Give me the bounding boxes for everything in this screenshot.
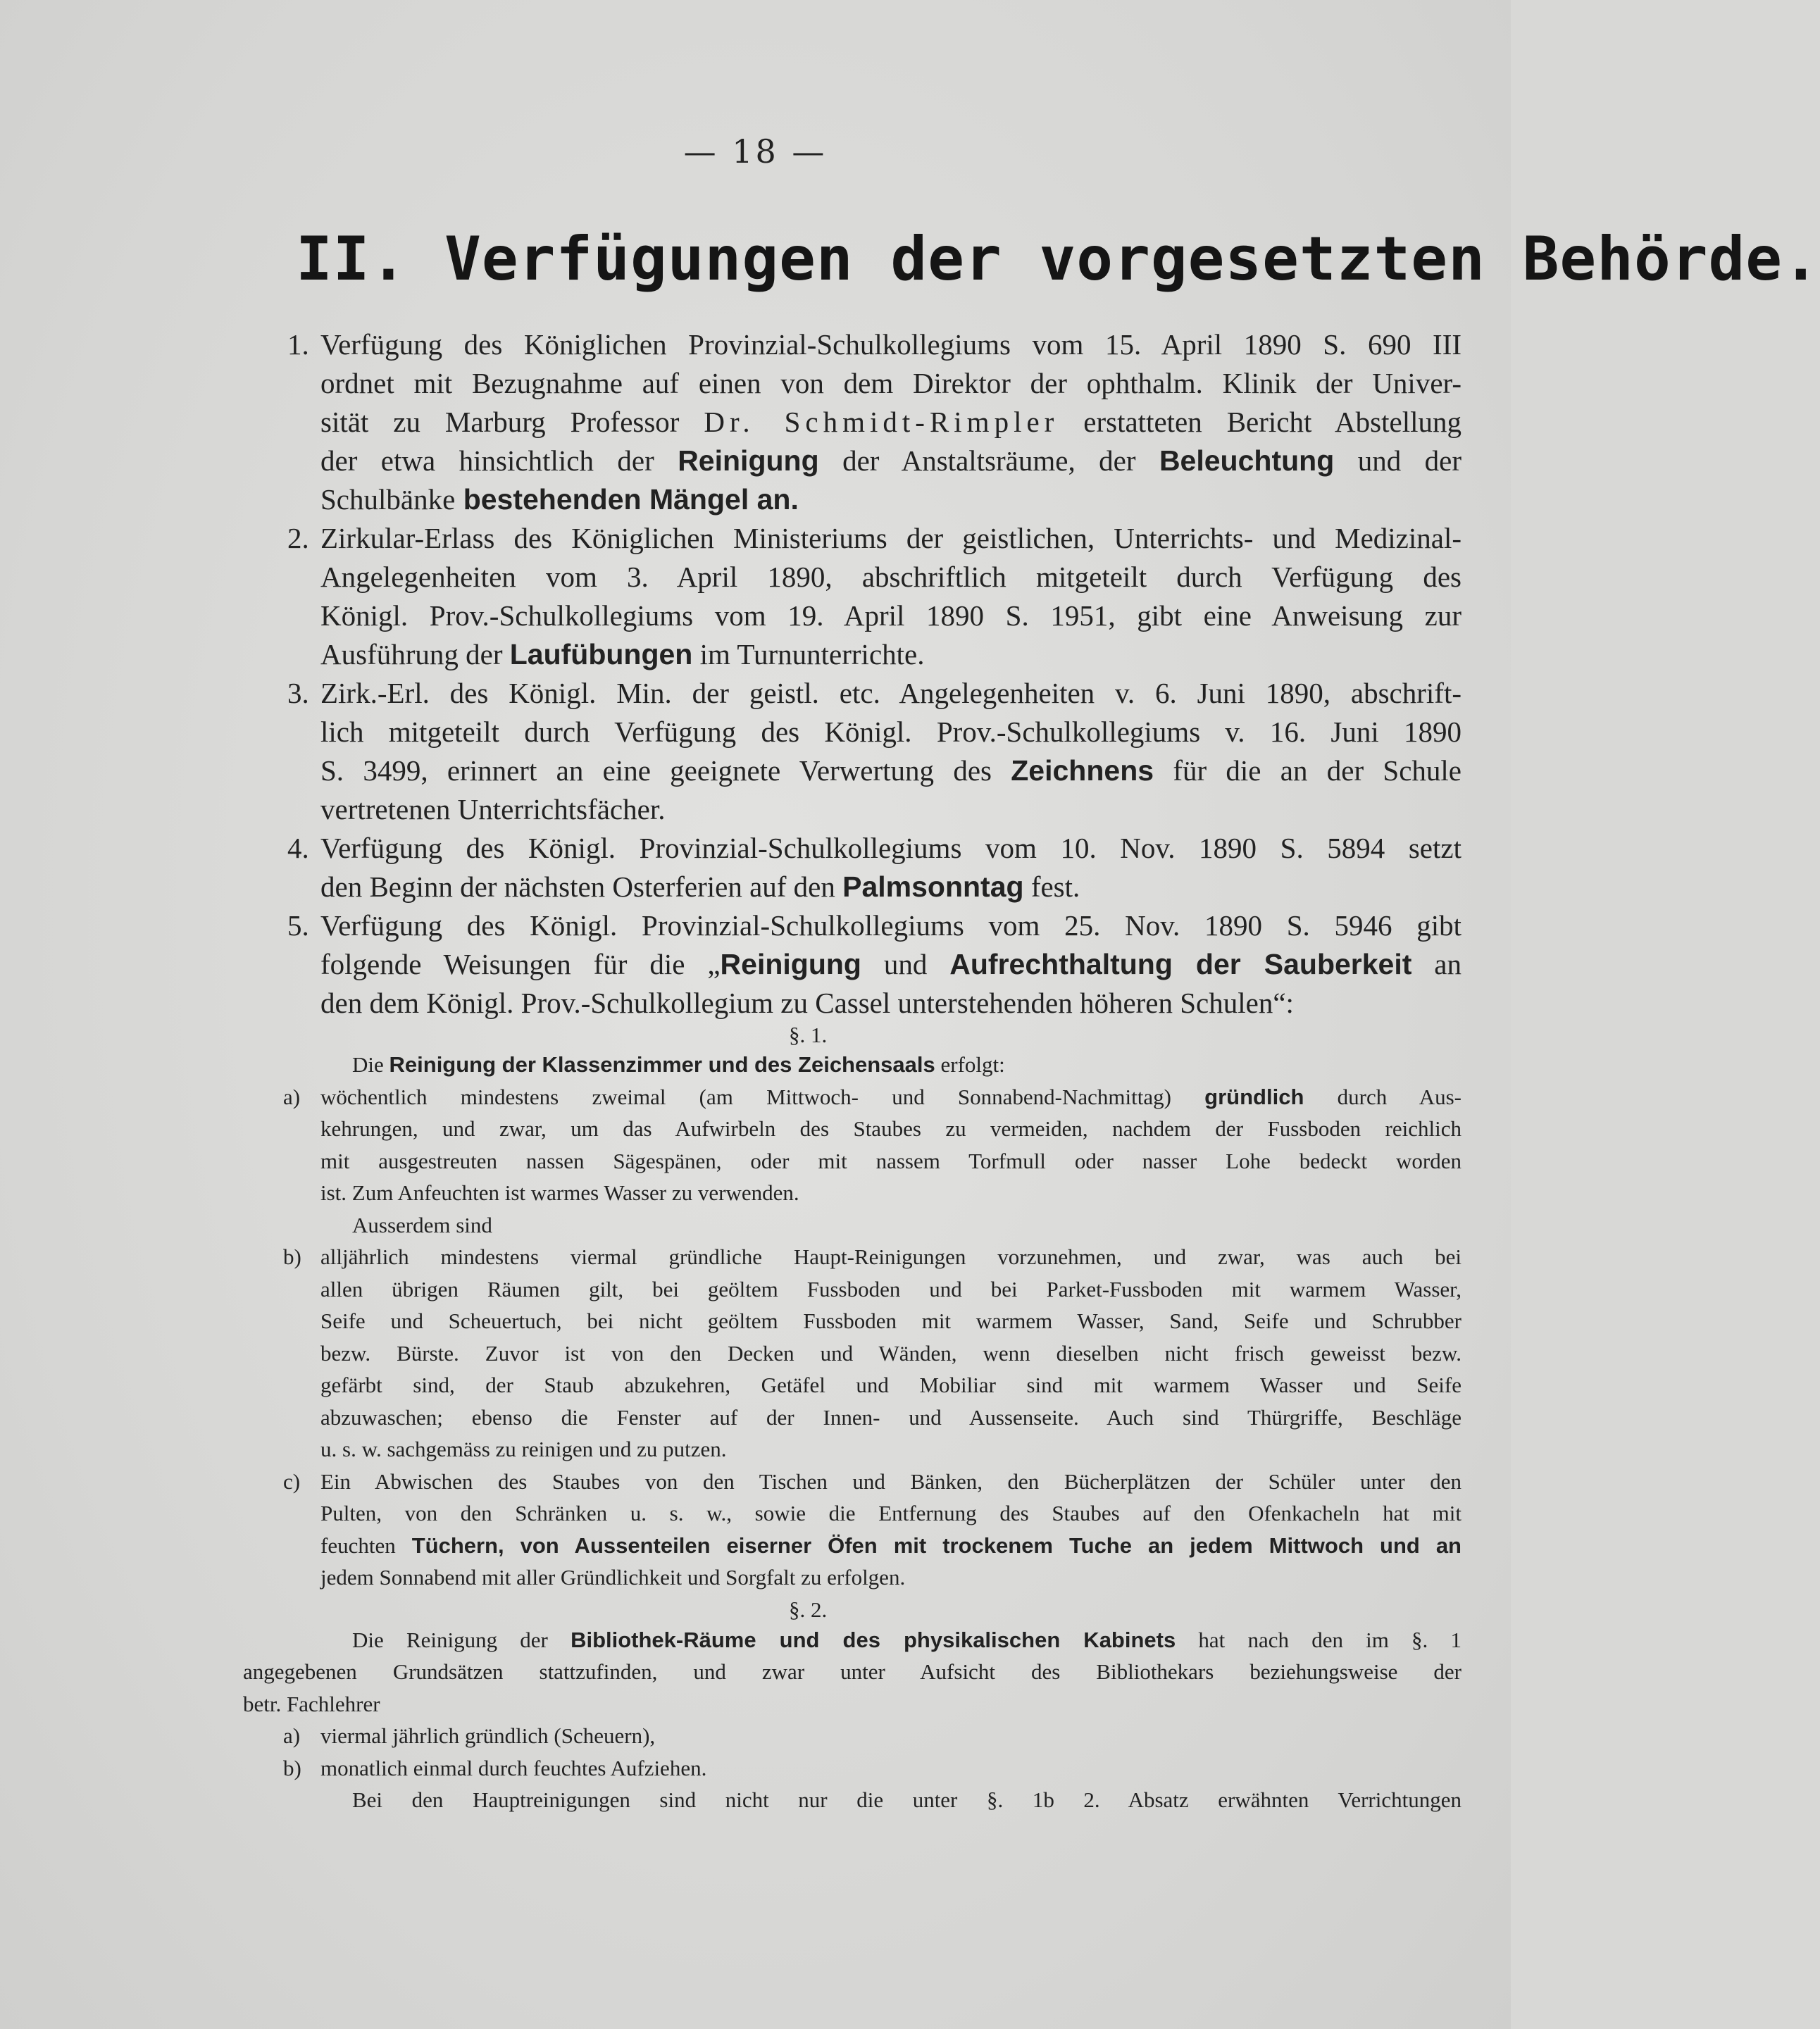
item-1-line: [320, 482, 799, 516]
item-3-line: [320, 715, 1461, 749]
paragraph-sign-2: §. 2.: [789, 1597, 828, 1622]
clause-b-line: [320, 1405, 1461, 1430]
text-run: bezw. Bürste. Zuvor ist von den Decken und Wänden, wenn dieselben nicht frisch geweisst bezw.: [320, 1340, 1461, 1366]
text-run: hat nach den im §. 1: [1176, 1627, 1461, 1652]
clause-c-line: [320, 1565, 905, 1590]
emphasis-text: Reinigung: [678, 444, 819, 477]
item-number: 1.: [287, 328, 309, 361]
text-run: jedem Sonnabend mit aller Gründlichkeit und Sorgfalt zu erfolgen.: [320, 1565, 906, 1590]
clause-b-line: [320, 1244, 1461, 1270]
text-run: und: [861, 948, 950, 980]
text-run: der etwa hinsichtlich der: [320, 444, 678, 477]
item-1-line: [320, 327, 1461, 361]
clause-b-line: [320, 1437, 727, 1462]
list-label-a: a): [283, 1084, 301, 1109]
item-number: 4.: [287, 832, 309, 864]
item-2-line: [320, 521, 1461, 555]
emphasis-text: Aufrechthaltung der Sauberkeit: [949, 948, 1412, 980]
section-2-last-line: [352, 1787, 1461, 1813]
list-label-c: c): [283, 1468, 301, 1494]
item-number: 3.: [287, 677, 309, 709]
text-run: mit ausgestreuten nassen Sägespänen, oder mit nassem Torfmull oder nasser Lohe bedeckt worden: [320, 1148, 1461, 1173]
emphasis-text: Laufübungen: [509, 638, 693, 670]
emphasis-text: Zeichnens: [1011, 754, 1154, 787]
item-4-line: [320, 831, 1461, 865]
clause-a-line: [320, 1149, 1461, 1174]
item-number: 2.: [287, 522, 309, 554]
text-run: den Beginn der nächsten Osterferien auf den: [320, 870, 843, 903]
item-3-line: [320, 792, 665, 826]
text-run: lich mitgeteilt durch Verfügung des Königl. Prov.-Schulkollegiums v. 16. Juni 1890: [320, 716, 1461, 748]
text-run: den dem Königl. Prov.-Schulkollegium zu Cassel unterstehenden höheren Schulen“:: [320, 987, 1294, 1019]
emphasis-text: Dr. Schmidt-Rimpler: [704, 406, 1059, 438]
emphasis-text: Palmsonntag: [842, 870, 1024, 903]
text-run: ordnet mit Bezugnahme auf einen von dem Direktor der ophthalm. Klinik der Univer-: [320, 367, 1461, 399]
item-1-line: [320, 366, 1461, 400]
emphasis-text: Reinigung der Klassenzimmer und des Zeichensaals: [389, 1052, 935, 1077]
text-run: Verfügung des Königl. Provinzial-Schulkollegiums vom 10. Nov. 1890 S. 5894 setzt: [320, 832, 1461, 864]
text-run: erstatteten Bericht Abstellung: [1059, 406, 1461, 438]
section-2-line: [243, 1659, 1461, 1685]
text-run: Die: [352, 1052, 389, 1077]
text-run: kehrungen, und zwar, um das Aufwirbeln des Staubes zu vermeiden, nachdem der Fussboden reichlich: [320, 1116, 1461, 1141]
text-run: betr. Fachlehrer: [243, 1691, 380, 1716]
emphasis-text: gründlich: [1204, 1084, 1304, 1109]
text-run: abzuwaschen; ebenso die Fenster auf der Innen- und Aussenseite. Auch sind Thürgriffe, Beschläge: [320, 1404, 1461, 1430]
text-run: gefärbt sind, der Staub abzukehren, Getäfel und Mobiliar sind mit warmem Wasser und Seife: [320, 1373, 1461, 1397]
paragraph-sign-1: §. 1.: [789, 1023, 828, 1047]
item-5-line: [320, 909, 1461, 942]
clause-c-line: [320, 1501, 1461, 1526]
item-4-line: [320, 870, 1080, 904]
text-run: folgende Weisungen für die „: [320, 948, 721, 980]
item-2-line: [320, 637, 924, 671]
emphasis-text: Tüchern, von Aussenteilen eiserner Öfen mit trockenem Tuche an jedem Mittwoch und an: [395, 1532, 1461, 1558]
emphasis-text: Bibliothek-Räume und des physikalischen Kabinets: [571, 1627, 1176, 1652]
item-5-line: [320, 986, 1294, 1020]
ausserdem-line: [352, 1213, 492, 1238]
page-number: — 18 —: [683, 132, 828, 170]
text-run: allen übrigen Räumen gilt, bei geöltem Fussboden und bei Parket-Fussboden mit warmem Wasser,: [320, 1276, 1461, 1301]
item-number: 5.: [287, 909, 309, 942]
emphasis-text: Beleuchtung: [1159, 444, 1335, 477]
emphasis-text: bestehenden Mängel an.: [455, 483, 799, 516]
text-run: Die Reinigung der: [352, 1627, 571, 1652]
text-run: feuchten: [320, 1532, 396, 1558]
section-2-a: [320, 1723, 655, 1749]
text-run: Ausserdem sind: [352, 1212, 492, 1237]
text-run: im Turnunterrichte.: [692, 638, 925, 670]
item-2-line: [320, 560, 1461, 594]
item-1-line: [320, 444, 1461, 477]
text-run: Seife und Scheuertuch, bei nicht geöltem Fussboden mit warmem Wasser, Sand, Seife und Schrubber: [320, 1309, 1461, 1333]
section-heading: II. Verfügungen der vorgesetzten Behörde.: [296, 224, 1820, 294]
item-3-line: [320, 676, 1461, 710]
list-label-b: b): [283, 1244, 301, 1269]
text-run: wöchentlich mindestens zweimal (am Mittwoch- und Sonnabend-Nachmittag): [320, 1084, 1205, 1109]
text-run: und der: [1334, 444, 1461, 477]
clause-c-line: [320, 1533, 1461, 1559]
text-run: Zirkular-Erlass des Königlichen Ministeriums der geistlichen, Unterrichts- und Medizinal-: [320, 522, 1461, 554]
text-run: ist. Zum Anfeuchten ist warmes Wasser zu verwenden.: [320, 1180, 799, 1205]
text-run: Königl. Prov.-Schulkollegiums vom 19. April 1890 S. 1951, gibt eine Anweisung zur: [320, 599, 1461, 632]
text-run: Ein Abwischen des Staubes von den Tischen und Bänken, den Bücherplätzen der Schüler unter den: [320, 1468, 1461, 1494]
text-run: vertretenen Unterrichtsfächer.: [320, 793, 666, 825]
clause-b-line: [320, 1341, 1461, 1366]
text-run: Pulten, von den Schränken u. s. w., sowie die Entfernung des Staubes auf den Ofenkacheln hat mit: [320, 1501, 1461, 1525]
text-run: erfolgt:: [935, 1052, 1005, 1077]
text-run: alljährlich mindestens viermal gründliche Haupt-Reinigungen vorzunehmen, und zwar, was auch bei: [320, 1244, 1461, 1269]
text-run: fest.: [1023, 870, 1080, 903]
text-run: monatlich einmal durch feuchtes Aufziehen.: [320, 1755, 707, 1780]
clause-b-line: [320, 1309, 1461, 1334]
clause-b-line: [320, 1277, 1461, 1302]
section-2-line: [352, 1628, 1461, 1653]
item-1-line: [320, 405, 1461, 439]
text-run: u. s. w. sachgemäss zu reinigen und zu putzen.: [320, 1437, 727, 1461]
text-run: viermal jährlich gründlich (Scheuern),: [320, 1723, 656, 1748]
text-run: für die an der Schule: [1154, 754, 1461, 787]
text-run: Bei den Hauptreinigungen sind nicht nur die unter §. 1b 2. Absatz erwähnten Verrichtungen: [352, 1787, 1461, 1812]
clause-a-line: [320, 1180, 799, 1206]
text-run: Angelegenheiten vom 3. April 1890, abschriftlich mitgeteilt durch Verfügung des: [320, 561, 1461, 593]
text-run: sität zu Marburg Professor: [320, 406, 704, 438]
text-run: der Anstaltsräume, der: [818, 444, 1159, 477]
text-run: Schulbänke: [320, 483, 456, 516]
text-run: an: [1411, 948, 1462, 980]
text-run: Zirk.-Erl. des Königl. Min. der geistl. etc. Angelegenheiten v. 6. Juni 1890, abschrift-: [320, 677, 1461, 709]
item-3-line: [320, 754, 1461, 787]
section-2-b: [320, 1756, 706, 1781]
text-run: S. 3499, erinnert an eine geeignete Verwertung des: [320, 754, 1011, 787]
clause-a-line: [320, 1116, 1461, 1142]
text-run: Verfügung des Königl. Provinzial-Schulkollegiums vom 25. Nov. 1890 S. 5946 gibt: [320, 909, 1461, 942]
item-2-line: [320, 599, 1461, 632]
section-1-intro: [352, 1052, 1005, 1078]
text-run: angegebenen Grundsätzen stattzufinden, und zwar unter Aufsicht des Bibliothekars beziehungsweise der: [243, 1659, 1461, 1684]
text-run: durch Aus-: [1304, 1084, 1461, 1109]
text-run: Verfügung des Königlichen Provinzial-Schulkollegiums vom 15. April 1890 S. 690 III: [320, 328, 1461, 361]
clause-c-line: [320, 1469, 1461, 1494]
text-run: Ausführung der: [320, 638, 510, 670]
list-label-b: b): [283, 1755, 301, 1780]
section-2-line: [243, 1692, 380, 1717]
emphasis-text: Reinigung: [720, 948, 861, 980]
clause-a-line: [320, 1085, 1461, 1110]
list-label-a: a): [283, 1723, 301, 1748]
item-5-line: [320, 947, 1461, 981]
clause-b-line: [320, 1373, 1461, 1398]
